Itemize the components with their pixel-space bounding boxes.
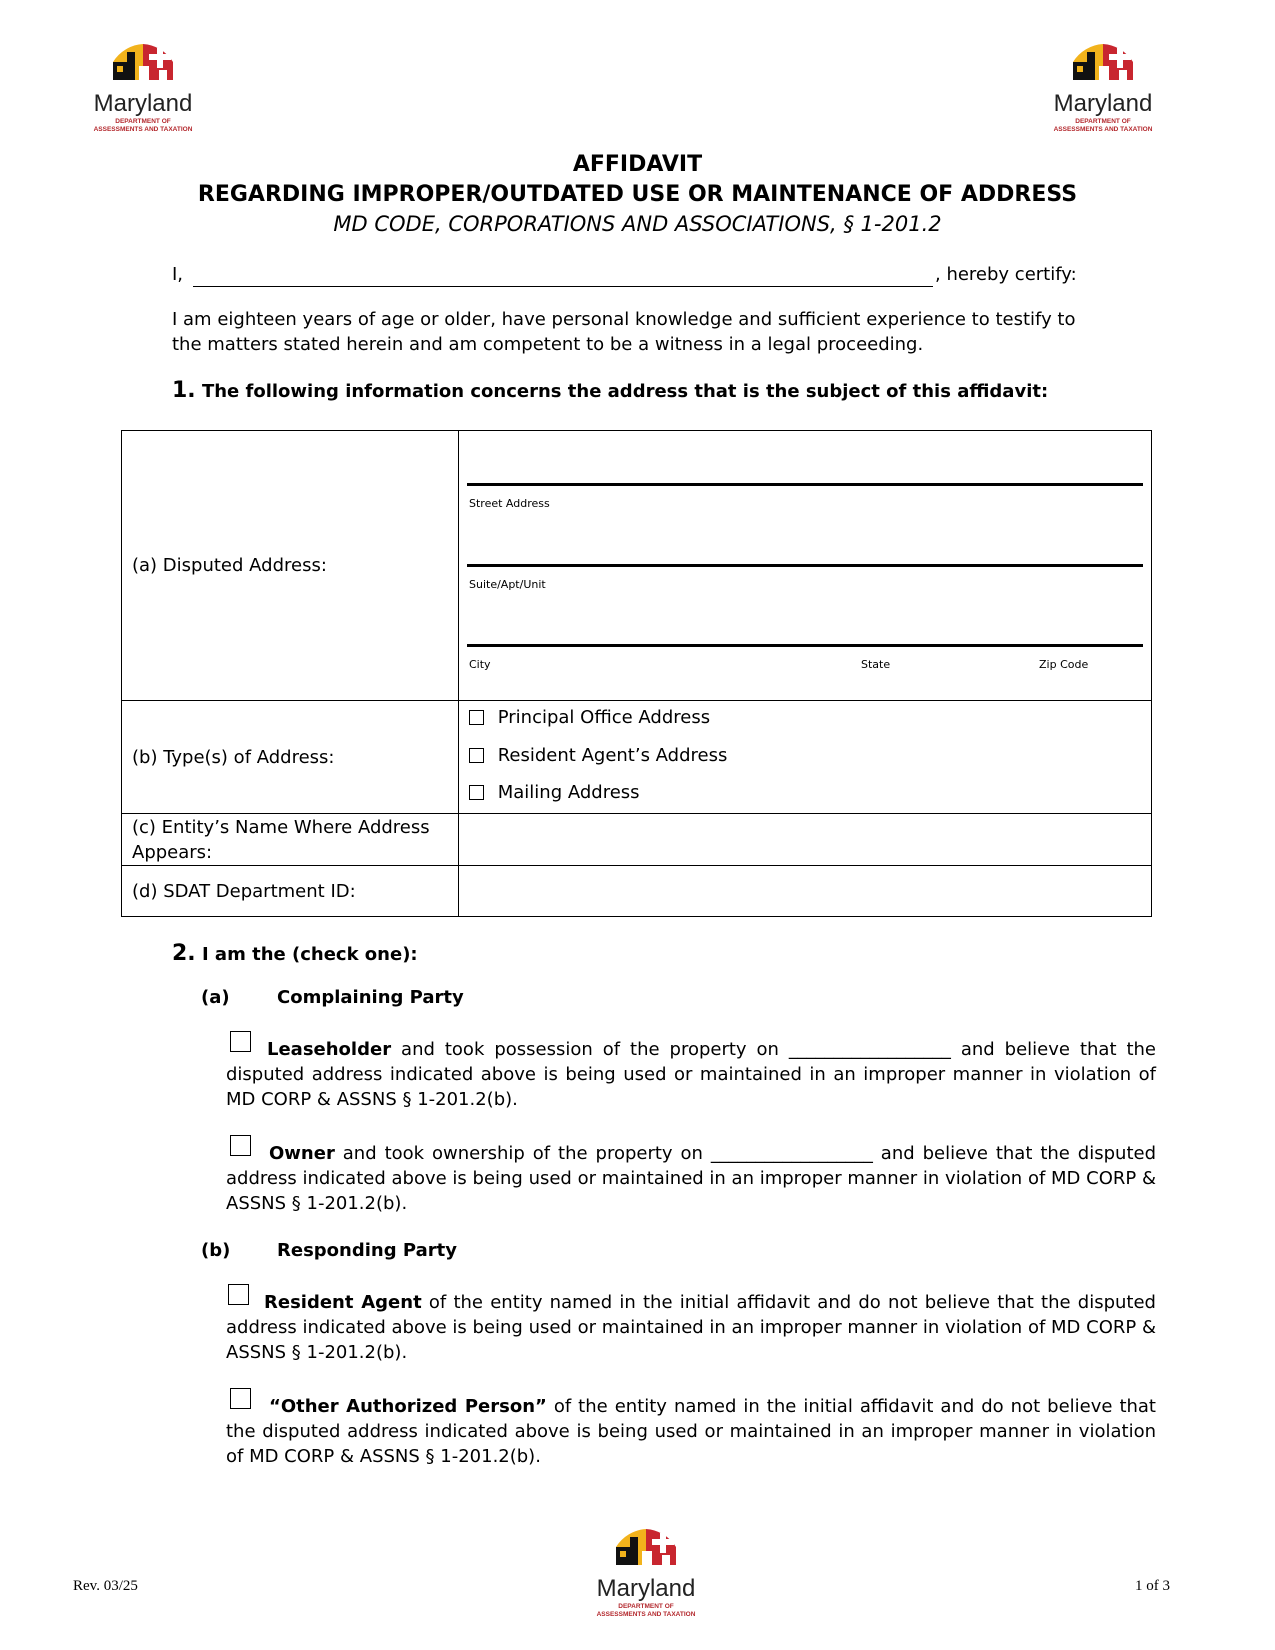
page-number: 1 of 3 [1135, 1578, 1170, 1594]
department-id-label: (d) SDAT Department ID: [122, 866, 459, 917]
mailing-address-option [469, 782, 640, 803]
complaining-party-letter: (a) [201, 987, 230, 1008]
entity-name-label: (c) Entity’s Name Where Address Appears: [122, 814, 459, 866]
section1-heading [172, 378, 1048, 403]
address-type-cell [459, 701, 1152, 814]
other-authorized-text: of the entity named in the initial affidavit and do not believe that the disputed address indicated above is being used or maintained in an improper manner in violation of MD CORP & ASSNS § 1-201.2(b). [226, 1396, 1156, 1467]
section2-number: 2. [172, 941, 196, 966]
logo-subtitle-line2: ASSESSMENTS AND TAXATION [93, 126, 193, 133]
table-row [122, 814, 1152, 866]
competency-statement: I am eighteen years of age or older, have personal knowledge and sufficient experience to testify to the matters stated herein and am competent to be a witness in a legal proceeding. [172, 309, 1076, 355]
owner-text: and took ownership of the property on __________________ and believe that the disputed address indicated above is being used or maintained in an improper manner in violation of MD CORP & ASSNS § 1-201.2(b). [226, 1143, 1156, 1214]
state-label: State [861, 658, 891, 671]
logo-name: Maryland [1053, 90, 1153, 117]
disputed-address-label: (a) Disputed Address: [122, 431, 459, 701]
department-id-input[interactable] [459, 866, 1152, 917]
suite-label: Suite/Apt/Unit [469, 578, 546, 591]
section2-heading [172, 941, 418, 966]
leaseholder-statement [226, 1037, 1156, 1112]
resident-agent-bold: Resident Agent [264, 1292, 422, 1313]
entity-name-input[interactable] [459, 814, 1152, 866]
maryland-flag-icon [103, 40, 183, 88]
resident-agent-address-option [469, 745, 727, 766]
certify-prefix: I, [172, 264, 184, 285]
principal-office-checkbox[interactable] [469, 710, 484, 725]
section1-heading-text: The following information concerns the address that is the subject of this affidavit: [201, 381, 1049, 402]
certify-suffix: , hereby certify: [935, 264, 1077, 285]
disputed-address-cell [459, 431, 1152, 701]
leaseholder-text: and took possession of the property on __________________ and believe that the disputed address indicated above is being used or maintained in an improper manner in violation of MD CORP & ASSNS § 1-201.2(b). [226, 1039, 1156, 1110]
address-table [121, 430, 1152, 917]
complaining-party-title: Complaining Party [277, 987, 464, 1008]
logo-subtitle-line2: ASSESSMENTS AND TAXATION [596, 1611, 696, 1618]
mailing-address-label: Mailing Address [497, 782, 640, 803]
maryland-logo-right [1043, 40, 1163, 140]
table-row [122, 866, 1152, 917]
logo-name: Maryland [93, 90, 193, 117]
other-authorized-bold: “Other Authorized Person” [269, 1396, 547, 1417]
responding-party-letter: (b) [201, 1240, 231, 1261]
logo-subtitle [1043, 118, 1163, 134]
maryland-flag-icon [1063, 40, 1143, 88]
maryland-flag-icon [606, 1525, 686, 1573]
logo-subtitle-line1: DEPARTMENT OF [1075, 118, 1131, 125]
logo-subtitle [586, 1603, 706, 1619]
resident-agent-address-checkbox[interactable] [469, 748, 484, 763]
logo-subtitle-line2: ASSESSMENTS AND TAXATION [1053, 126, 1153, 133]
mailing-address-checkbox[interactable] [469, 785, 484, 800]
leaseholder-bold: Leaseholder [267, 1039, 392, 1060]
logo-subtitle-line1: DEPARTMENT OF [618, 1603, 674, 1610]
resident-agent-text: of the entity named in the initial affidavit and do not believe that the disputed address indicated above is being used or maintained in an improper manner in violation of MD CORP & ASSNS § 1-201.2(b). [226, 1292, 1156, 1363]
zip-label: Zip Code [1039, 658, 1089, 671]
logo-subtitle-line1: DEPARTMENT OF [115, 118, 171, 125]
maryland-logo-footer [586, 1525, 706, 1625]
city-label: City [469, 658, 491, 671]
section1-number: 1. [172, 378, 196, 403]
logo-subtitle [83, 118, 203, 134]
other-authorized-statement [226, 1394, 1156, 1469]
table-row [122, 431, 1152, 701]
responding-party-title: Responding Party [277, 1240, 457, 1261]
document-title: AFFIDAVIT [572, 152, 703, 177]
city-state-zip-input[interactable] [467, 644, 1143, 647]
section2-heading-text: I am the (check one): [201, 944, 418, 965]
maryland-logo-left [83, 40, 203, 140]
table-row [122, 701, 1152, 814]
suite-input[interactable] [467, 564, 1143, 567]
legal-code: MD CODE, CORPORATIONS AND ASSOCIATIONS, § 1-201.2 [333, 212, 942, 236]
principal-office-label: Principal Office Address [497, 707, 711, 728]
resident-agent-statement [226, 1290, 1156, 1365]
address-type-label: (b) Type(s) of Address: [122, 701, 459, 814]
street-address-input[interactable] [467, 483, 1143, 486]
street-address-label: Street Address [469, 497, 550, 510]
principal-office-option [469, 707, 710, 728]
logo-name: Maryland [596, 1575, 696, 1602]
owner-statement [226, 1141, 1156, 1216]
name-input-line[interactable] [193, 286, 933, 287]
document-subtitle: REGARDING IMPROPER/OUTDATED USE OR MAINTENANCE OF ADDRESS [197, 182, 1078, 207]
owner-bold: Owner [269, 1143, 335, 1164]
resident-agent-address-label: Resident Agent’s Address [497, 745, 728, 766]
revision-label: Rev. 03/25 [73, 1578, 138, 1594]
